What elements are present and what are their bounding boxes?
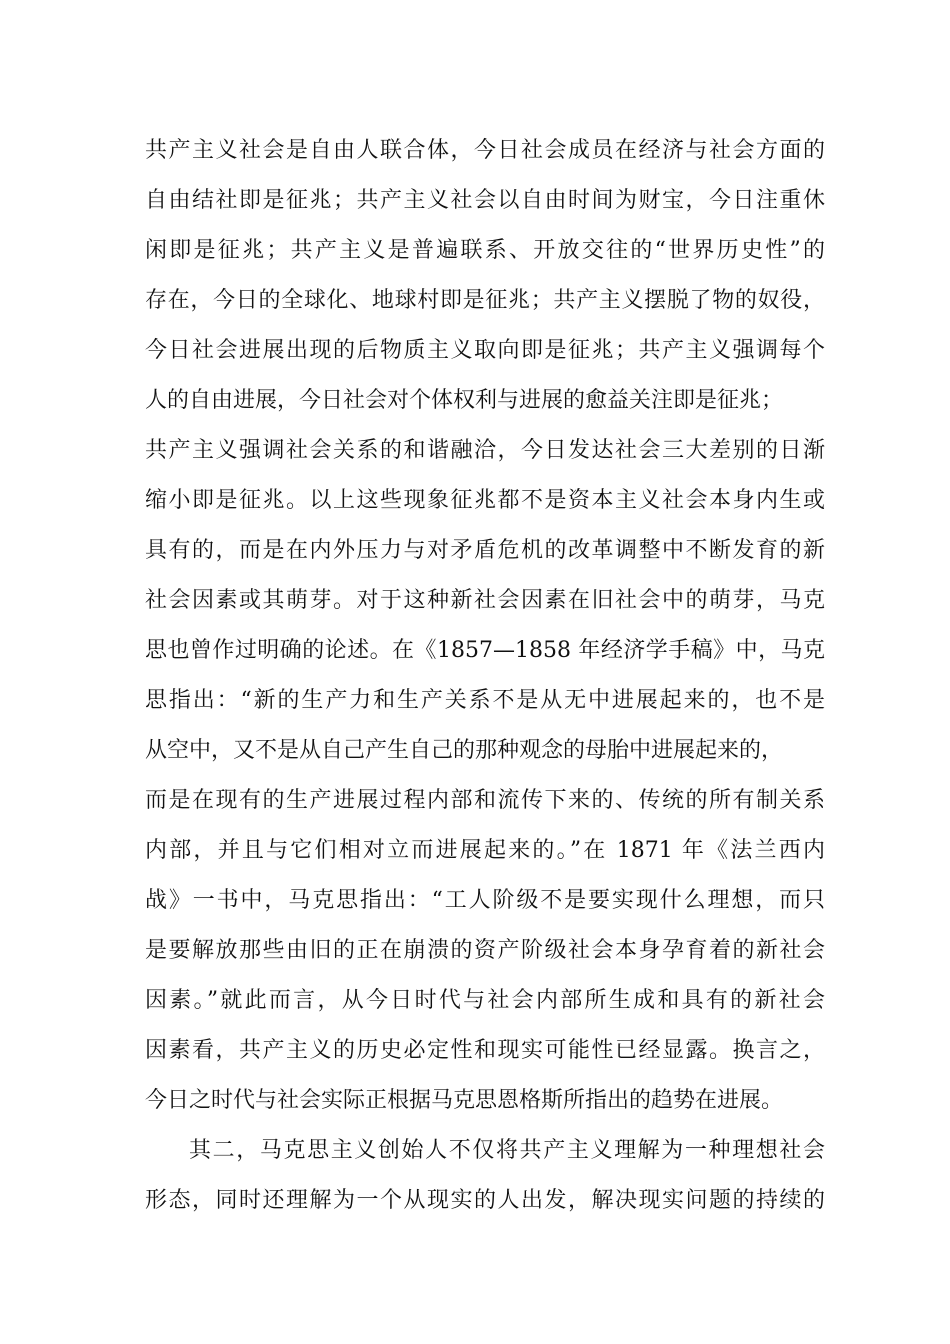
text-line: 今日社会进展出现的后物质主义取向即是征兆；共产主义强调每个 <box>145 338 825 363</box>
text-line: 而是在现有的生产进展过程内部和流传下来的、传统的所有制关系 <box>145 788 825 813</box>
text-line: 内部，并且与它们相对立而进展起来的。”在 1871 年《法兰西内 <box>145 838 825 863</box>
text-line: 思也曾作过明确的论述。在《1857—1858 年经济学手稿》中，马克 <box>145 638 825 663</box>
text-line: 从空中，又不是从自己产生自己的那种观念的母胎中进展起来的， <box>145 738 784 763</box>
body-text <box>145 131 825 1231</box>
text-line: 自由结社即是征兆；共产主义社会以自由时间为财宝，今日注重休 <box>145 188 825 213</box>
text-line: 社会因素或其萌芽。对于这种新社会因素在旧社会中的萌芽，马克 <box>145 588 825 613</box>
text-line: 闲即是征兆；共产主义是普遍联系、开放交往的“世界历史性”的 <box>145 238 825 263</box>
text-line: 缩小即是征兆。以上这些现象征兆都不是资本主义社会本身内生或 <box>145 488 825 513</box>
text-line: 因素看，共产主义的历史必定性和现实可能性已经显露。换言之， <box>145 1038 825 1063</box>
text-line: 具有的，而是在内外压力与对矛盾危机的改革调整中不断发育的新 <box>145 538 825 563</box>
paragraph-end-line: 今日之时代与社会实际正根据马克思恩格斯所指出的趋势在进展。 <box>145 1088 784 1113</box>
text-line: 战》一书中，马克思指出：“工人阶级不是要实现什么理想，而只 <box>145 888 825 913</box>
text-line: 人的自由进展，今日社会对个体权利与进展的愈益关注即是征兆； <box>145 388 784 413</box>
text-line: 共产主义强调社会关系的和谐融洽，今日发达社会三大差别的日渐 <box>145 438 825 463</box>
text-line: 形态，同时还理解为一个从现实的人出发，解决现实问题的持续的 <box>145 1188 825 1213</box>
text-line: 存在，今日的全球化、地球村即是征兆；共产主义摆脱了物的奴役， <box>145 288 825 313</box>
text-line: 因素。”就此而言，从今日时代与社会内部所生成和具有的新社会 <box>145 988 825 1013</box>
text-line: 是要解放那些由旧的正在崩溃的资产阶级社会本身孕育着的新社会 <box>145 938 825 963</box>
paragraph-start-line: 其二，马克思主义创始人不仅将共产主义理解为一种理想社会 <box>189 1138 825 1163</box>
text-line: 思指出：“新的生产力和生产关系不是从无中进展起来的，也不是 <box>145 688 825 713</box>
text-line: 共产主义社会是自由人联合体，今日社会成员在经济与社会方面的 <box>145 138 825 163</box>
